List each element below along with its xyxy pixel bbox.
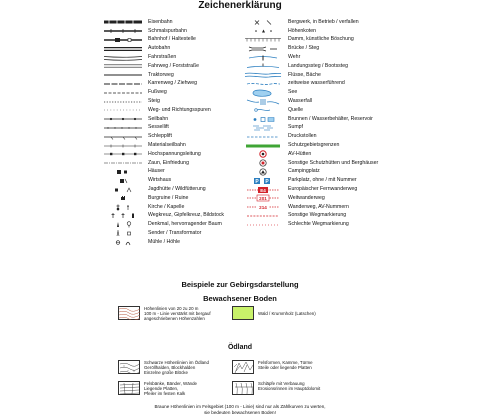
spot-height-symbol — [242, 27, 284, 36]
mill-cave-symbol — [102, 238, 144, 247]
legend-row-chairlift — [102, 124, 227, 133]
legend-label: Sessellift — [148, 124, 169, 131]
river-symbol — [242, 71, 284, 80]
legend-row-bridge — [242, 44, 380, 53]
legend-label: Sonstige Schutzhütten und Berghäuser — [288, 159, 379, 166]
legend-row-cable-car — [102, 115, 227, 124]
transmitter-symbol — [102, 229, 144, 238]
legend-label: Weitwanderweg — [288, 194, 325, 201]
legend-row-cart-track — [102, 80, 227, 89]
legend-row-monument — [102, 220, 227, 229]
rock-contours-description: Schwarze Höhenlinien im Ödland Geröllhalden, Blockhalden Einzelne große Blöcke — [144, 360, 209, 376]
av-hut-symbol — [242, 150, 284, 159]
legend-label: Campingplatz — [288, 168, 320, 175]
legend-row-material-ropeway — [102, 141, 227, 150]
legend-label: Schmalspurbahn — [148, 27, 187, 34]
legend-label: Flüsse, Bäche — [288, 71, 321, 78]
legend-row-forest-road — [102, 62, 227, 71]
gullies-description: Schläpfe mit Verbauung Erosionsrinnen im Hauptdolomit — [258, 381, 321, 392]
legend-row-houses — [102, 168, 227, 177]
long-distance-route-code: 201 — [259, 196, 267, 202]
legend-row-mine — [242, 18, 380, 27]
legend-label: zeitweise wasserführend — [288, 80, 345, 87]
narrow-gauge-railway-symbol — [102, 27, 144, 36]
av-number-code: 214 — [259, 204, 267, 210]
penstock-symbol — [242, 132, 284, 141]
legend-label: Wehr — [288, 53, 301, 60]
legend-label: Denkmal, hervorragender Baum — [148, 221, 222, 228]
legend-row-mill — [102, 238, 227, 247]
legend-row-trail — [102, 97, 227, 106]
parking-symbol — [242, 176, 284, 185]
legend-label: Seilbahn — [148, 115, 169, 122]
waterfall-symbol — [242, 97, 284, 106]
legend-label: Wegkreuz, Gipfelkreuz, Bildstock — [148, 212, 225, 219]
hunting-hut-symbol — [102, 185, 144, 194]
legend-label: Autobahn — [148, 45, 171, 52]
legend-label: Zaun, Einfriedung — [148, 159, 189, 166]
castle-ruin-symbol — [102, 194, 144, 203]
av-number-symbol — [242, 203, 284, 212]
contour-lines-swatch — [118, 306, 140, 320]
legend-label: Steig — [148, 97, 160, 104]
rock-ledges-description: Felsbänke, Bänder, Wände Liegende Platten, Pfeiler im festen Kalk — [144, 381, 197, 397]
cable-car-symbol — [102, 115, 144, 124]
legend-row-transmitter — [102, 229, 227, 238]
legend-label: Sonstige Wegmarkierung — [288, 212, 347, 219]
legend-row-e-route — [242, 185, 380, 194]
legend-row-spot-height — [242, 27, 380, 36]
legend-row-spring — [242, 106, 380, 115]
landing-stage-symbol — [242, 62, 284, 71]
embankment-symbol — [242, 36, 284, 45]
svg-text:P: P — [255, 178, 259, 185]
legend-label: See — [288, 89, 298, 96]
legend-label: Wanderweg, AV-Nummern — [288, 203, 349, 210]
legend-label: Hochspannungsleitung — [148, 150, 201, 157]
legend-label: Karrenweg / Ziehweg — [148, 80, 198, 87]
legend-label: Burgruine / Ruine — [148, 194, 189, 201]
legend-row-footpath — [102, 88, 227, 97]
legend-row-fence — [102, 159, 227, 168]
forest-swatch — [232, 306, 254, 320]
fence-symbol — [102, 159, 144, 168]
legend-label: Bahnhof / Haltestelle — [148, 36, 196, 43]
intermittent-stream-symbol — [242, 80, 284, 89]
legend-label: Parkplatz, ohne / mit Nummer — [288, 177, 357, 184]
e-route-code: E4 — [260, 187, 266, 193]
legend-row-station — [102, 36, 227, 45]
long-distance-route-symbol — [242, 194, 284, 203]
legend-label: Europäischer Fernwanderweg — [288, 185, 358, 192]
legend-row-narrow-gauge — [102, 27, 227, 36]
legend-row-tractor — [102, 71, 227, 80]
legend-row-waterfall — [242, 97, 380, 106]
gullies-swatch — [232, 381, 254, 395]
contours-description: Höhenlinien von 20 zu 20 m 100 m - Linie verstärkt mit bergauf angeschriebenen Höhenzahlen — [144, 306, 211, 322]
legend-row-hunting-hut — [102, 185, 227, 194]
legend-label: Häuser — [148, 168, 165, 175]
legend-row-weir — [242, 53, 380, 62]
lake-symbol — [242, 88, 284, 97]
legend-label: Sender / Transformator — [148, 229, 202, 236]
drag-lift-symbol — [102, 132, 144, 141]
vegetated-ground-heading: Bewachsener Boden — [203, 294, 277, 303]
legend-row-church — [102, 203, 227, 212]
inn-symbol — [102, 176, 144, 185]
protected-area-symbol — [242, 141, 284, 150]
power-line-symbol — [102, 150, 144, 159]
ridges-swatch — [232, 360, 254, 374]
legend-row-embankment — [242, 36, 380, 45]
legend-label: Druckstollen — [288, 133, 317, 140]
legend-row-motorway — [102, 44, 227, 53]
legend-label: Damm, künstliche Böschung — [288, 36, 354, 43]
legend-label: Bergwerk, in Betrieb / verfallen — [288, 18, 359, 25]
legend-label: Schutzgebietsgrenzen — [288, 141, 340, 148]
legend-title: Zeichenerklärung — [198, 0, 282, 11]
bridge-symbol — [242, 44, 284, 53]
legend-row-other-hut — [242, 159, 380, 168]
legend-row-railway — [102, 18, 227, 27]
legend-label: Eisenbahn — [148, 18, 173, 25]
legend-label: Fahrweg / Forststraße — [148, 62, 200, 69]
legend-row-well — [242, 115, 380, 124]
ridges-description: Felsformen, Kamme, Türme Steile oder liegende Platten — [258, 360, 313, 371]
legend-label: AV-Hütten — [288, 150, 312, 157]
rock-ledges-panel — [118, 381, 240, 396]
forest-panel — [232, 306, 316, 320]
legend-label: Landungssteg / Bootssteg — [288, 62, 348, 69]
wayside-cross-symbol — [102, 212, 144, 221]
legend-label: Fahrstraßen — [148, 53, 177, 60]
legend-label: Sumpf — [288, 124, 303, 131]
rock-contours-panel — [118, 360, 240, 375]
legend-label: Weg- und Richtungsspuren — [148, 106, 211, 113]
road-symbol — [102, 53, 144, 62]
legend-label: Kirche / Kapelle — [148, 203, 185, 210]
legend-row-track-traces — [102, 106, 227, 115]
legend-row-landing — [242, 62, 380, 71]
footpath-symbol — [102, 88, 144, 97]
e-route-symbol — [242, 185, 284, 194]
legend-right-column — [242, 18, 380, 229]
railway-symbol — [102, 18, 144, 27]
motorway-symbol — [102, 44, 144, 53]
legend-label: Brunnen / Wasserbehälter, Reservoir — [288, 115, 373, 122]
mine-symbol — [242, 18, 284, 27]
legend-row-parking — [242, 176, 380, 185]
legend-label: Traktorweg — [148, 71, 174, 78]
material-ropeway-symbol — [102, 141, 144, 150]
legend-label: Materialseilbahn — [148, 141, 186, 148]
well-reservoir-symbol — [242, 115, 284, 124]
other-marking-symbol — [242, 212, 284, 221]
legend-row-drag-lift — [102, 132, 227, 141]
wasteland-heading: Ödland — [227, 344, 253, 351]
legend-label: Fußweg — [148, 89, 167, 96]
legend-row-protected — [242, 141, 380, 150]
legend-label: Schlechte Wegmarkierung — [288, 221, 349, 228]
church-symbol — [102, 203, 144, 212]
swamp-symbol — [242, 124, 284, 133]
legend-left-column — [102, 18, 227, 247]
track-traces-symbol — [102, 106, 144, 115]
campsite-symbol — [242, 168, 284, 177]
legend-label: Höhenkoten — [288, 27, 316, 34]
weir-symbol — [242, 53, 284, 62]
footnote: Braune Höhenlinien im Felsgebiet (100 m - Linie) sind nur als Zählkurven zu werten, sie bedeuten bewachsenen Boden! — [154, 404, 326, 415]
legend-row-intermittent — [242, 80, 380, 89]
legend-label: Mühle / Höhle — [148, 238, 181, 245]
forest-road-symbol — [102, 62, 144, 71]
legend-label: Jagdhütte / Wildfütterung — [148, 185, 206, 192]
svg-text:P: P — [265, 178, 269, 185]
legend-row-campsite — [242, 168, 380, 177]
legend-row-swamp — [242, 124, 380, 133]
legend-row-av-number — [242, 203, 380, 212]
tractor-path-symbol — [102, 71, 144, 80]
gullies-panel — [232, 381, 320, 395]
legend-row-river — [242, 71, 380, 80]
legend-label: Quelle — [288, 106, 303, 113]
forest-description: Wald / Krummholz (Latschen) — [258, 311, 316, 316]
rock-contours-swatch — [118, 360, 140, 374]
house-symbol — [102, 168, 144, 177]
legend-row-ruin — [102, 194, 227, 203]
relief-section-heading: Beispiele zur Gebirgsdarstellung — [181, 280, 299, 289]
legend-label: Wasserfall — [288, 97, 313, 104]
legend-label: Schlepplift — [148, 133, 172, 140]
rock-ledges-swatch — [118, 381, 140, 395]
legend-row-lake — [242, 88, 380, 97]
legend-row-long-distance — [242, 194, 380, 203]
poor-marking-symbol — [242, 220, 284, 229]
legend-label: Wirtshaus — [148, 177, 172, 184]
legend-row-poor-marking — [242, 220, 380, 229]
trail-symbol — [102, 97, 144, 106]
spring-symbol — [242, 106, 284, 115]
legend-label: Brücke / Steg — [288, 45, 320, 52]
ridges-panel — [232, 360, 313, 374]
legend-row-other-marking — [242, 212, 380, 221]
legend-row-inn — [102, 176, 227, 185]
legend-row-wayside-cross — [102, 212, 227, 221]
legend-row-power-line — [102, 150, 227, 159]
other-hut-symbol — [242, 159, 284, 168]
monument-symbol — [102, 220, 144, 229]
legend-row-penstock — [242, 132, 380, 141]
chairlift-symbol — [102, 124, 144, 133]
legend-row-av-hut — [242, 150, 380, 159]
legend-row-road — [102, 53, 227, 62]
cart-track-symbol — [102, 80, 144, 89]
station-symbol — [102, 36, 144, 45]
